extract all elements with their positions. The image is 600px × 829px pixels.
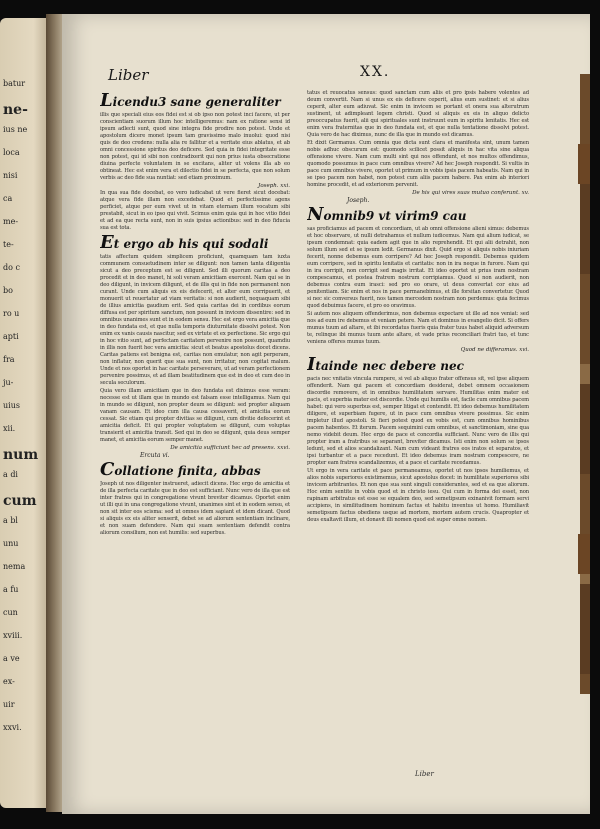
margin-fragment: nisi [3,171,18,180]
text-paragraph: Joseph ut nos diligenter instrueret, adiecit dicens. Hec ergo de amicitia et de illa perfecta caritate que in deo est sufficiant. Nunc vero de illa que est inter fratres qui in congregatione vivunt breviter dicamus. Oportet enim ut illi qui in una congregatione vivunt, unanimes sint et in eodem sensu, et non sit inter eos scisma: sed ut omnes idem sapiant et idem dicant. Quod si aliquis ex eis aliter senserit, debet se ad aliorum sententiam inclinare, et non suam defendere. Nam qui suam sententiam defendit contra aliorum consilium, non est humilis: sed superbus. [100,480,290,536]
margin-fragment: num [3,447,39,463]
margin-fragment: bo [3,286,13,295]
margin-fragment: xxvi. [3,723,22,732]
margin-fragment: a di [3,470,18,479]
margin-fragment: ro u [3,309,20,318]
heading-text: tainde nec debere nec [315,358,464,373]
text-paragraph: tatis affectum quidem simplicem proficiunt, quamquam tam iuxta communem consuetudinem inter se diligunt: non tamen tanta diligentia sicut a deo preceptum est se diligunt. Sed illi quorum caritas a deo procedit et in deo manet, hi soli veram amicitiam exercent. Nam qui se in deo diligunt, in invicem diligunt, et de illis qui in fide non permanent non curant. Unde cum aliquis ex eis defecerit, et alter eum corripuerit, et monuerit ut reuertatur ad viam veritatis: si non audierit, nequaquam sibi de illius amicitia gaudium erit. Sed quia caritas dei in cordibus eorum diffusa est per spiritum sanctum, non possunt in invicem dissentire: sed in omnibus unanimes sunt et in eodem sensu. Hec est ergo vera amicitia que in deo fundata est, et que nulla temporis diuturnitate dissolvi potest. Non enim ex vanis causis nascitur, sed ex virtute et ex perfectione. Sic ergo qui in hoc vitio sunt, ad perfectam caritatem pervenire non possunt, quamdiu in illis non fuerit hec vera amicitia: sicut et beatus apostolus docet dicens. Caritas patiens est benigna est, caritas non emulatur, non agit perperam, non inflatur, non querit que sua sunt, non irritatur, non cogitat malum. Unde et nos oportet in hac caritate perseverare, ut ad veram perfectionem pervenire possimus, et ad illam beatitudinem que est in deo et cum deo in secula seculorum. [100,253,290,386]
initial-letter: N [307,204,324,225]
speaker-label: Joseph. [347,197,370,204]
heading-text: omnib9 vt virim9 cau [323,209,467,223]
heading-text: ollatione finita, abbas [114,463,261,478]
chapter-marker: De amicitia sufficiunt hec ad presens. xxvi. [170,444,290,451]
text-paragraph: In qua sua fide docebat, eo vero iudicabat ut vere fieret sicut docebat: atque vera fide illam non excedebat. Quod et perfectissime agens perficiet, atque per eum vivet ut in vitam eternam illum vocatum sibi prestabit, sicut in eo ipso qui vivit. Scimus enim quia qui in hoc vitio fidei et ad ea que recta sunt, non in suis ipsius actionibus: sed in deo fiducia sua est tota. [100,189,290,231]
margin-fragment: batur [3,79,26,88]
text-paragraph: illis que speciali eius eos fidei est si ob ipso non potest inci facere, ut per conscientiam suorum illum hoc intelligeremus: nam ex ratione sensi id ipsum adlecti sunt, quod sine integra fide prodire non potest. Unde et apostolum dicere monet ipsum tam gravissimo malo inuolui: quod nisi quis de deo credens: nulla alia re fallitur et a veritate eius ablatus, et ab omni concessione spiritus deo deficere. Sed quia in fidei integritate esse non potest, qui id sibi non contradixerit qui non prius iusta obsecratione diuina perfecte voluntatem in se excitans, aliter ut volens illa ab eo obtineat. Hec est enim vera et dilectio fidei in se perfecta, que non solum verbis ac deo fide sua nuntiat: sed etiam proximum. [100,111,290,181]
initial-letter: I [307,353,316,375]
margin-fragment: unu [3,539,19,548]
heading-text: icendu3 sane generaliter [112,95,281,109]
header-folio: XX. [360,64,391,80]
text-paragraph: sas proficiamus ad pacem et concordiam, ut ab omni offensione alieni simus: debemus et hoc observare, ut nulli detrahamus et nullum iudicemus. Nam qui alium iudicat, se ipsum condemnat: quia eadem agit que in alio reprehendit. Et qui alii detrahit, non solum illum sed et se ipsum ledit. Germanus dixit. Quid ergo si aliquis nobis iniuriam fecerit, nonne debemus eum corripere? Ad hec Joseph respondit. Debemus quidem eum corripere, sed in spiritu lenitatis et caritatis: non in ira neque in furore. Nam qui in ira corripit, non corrigit sed magis irritat. Et ideo oportet ut prius iram nostram compescamus, et postea fratrem nostrum corripiamus. Quod si non audierit, non debemus contra eum irasci: sed pro eo orare, ut deus convertat cor eius ad penitentiam. Sic enim et nos in pace permanebimus, et ille forsitan convertetur. Quod si nec sic conversus fuerit, nos tamen mercedem nostram non perdemus: quia fecimus quod debuimus facere, et pro eo oravimus. [307,225,529,309]
signature-mark: Liber [415,770,434,778]
margin-fragment: ju- [3,378,14,387]
margin-fragment: a fu [3,585,19,594]
text-paragraph: Et dixit Germanus. Cum omnia que dicta sunt clara et manifesta sint, unum tamen nobis adhuc obscurum est: quomodo scilicet possit aliquis in hac vita sine aliqua offensione vivere. Nam cum multi sint qui nos offendunt, et nos multos offendimus, quomodo possumus in pace cum omnibus vivere? Ad hec Joseph respondit. Si vultis in pace cum omnibus vivere, oportet ut primum in vobis ipsis pacem habeatis. Nam qui in se ipso pacem non habet, non potest cum aliis pacem habere. Pax enim ab interiori homine procedit, et ad exteriorem pervenit. [307,140,529,188]
margin-fragment: uius [3,401,20,410]
left-page-edge [0,18,48,808]
text-paragraph: Ut ergo in vera caritate et pace permaneamus, oportet ut nos ipsos humiliemus, et alios nobis superiores existimemus, sicut apostolus docet: in humilitate superiores sibi invicem arbitrantes. Et non que sua sunt singuli considerantes, sed et ea que aliorum. Hoc enim sentite in vobis quod et in christo iesu. Qui cum in forma dei esset, non rapinam arbitratus est esse se equalem deo, sed semetipsum exinanivit formam servi accipiens, in similitudinem hominum factus et habitu inventus ut homo. Humiliavit semetipsum factus obediens usque ad mortem, mortem autem crucis. Quapropter et deus exaltavit illum, et donavit illi nomen quod est super omne nomen. [307,467,529,523]
section-heading [100,458,290,480]
margin-fragment: ne- [3,102,28,118]
text-paragraph: tatus et reuocatus sensus: quod sanctam cum aliis et pro ipsis habere volentes ad deum convertit. Nam si unus ex eis deficere ceperit, alius eum sustinet: et si alius ceperit, alter eum adiuvat. Sic enim in invicem se portant et onera sua alterutrum sustinent, ut adimpleant legem christi. Quod si aliquis ex eis in aliquo delicto preoccupatus fuerit, alii qui spirituales sunt instruunt eum in spiritu lenitatis. Hec est enim vera fraternitas que in deo fundata est, et que nulla tentatione dissolvi potest. Quia vero de hac diximus, nunc de illa que in mundo est dicamus. [307,90,529,138]
initial-letter: E [100,231,114,253]
margin-fragment: te- [3,240,14,249]
initial-letter: L [100,90,113,111]
heading-text: t ergo ab his qui sodali [113,236,269,251]
margin-fragment: cun [3,608,18,617]
header-liber: Liber [108,66,149,84]
chapter-marker: Joseph. xxi. [258,182,290,189]
section-heading [100,92,290,111]
chapter-marker: De his qui vires suas mutuo conferunt. xv. [412,190,529,196]
margin-fragment: apti [3,332,19,341]
margin-fragment: do c [3,263,20,272]
margin-fragment: xii. [3,424,16,433]
initial-letter: C [100,458,115,480]
margin-fragment: nema [3,562,26,571]
margin-fragment: a ve [3,654,20,663]
margin-fragment: uir [3,700,15,709]
speaker-label: Ercuta vi. [140,451,170,459]
right-text-column [307,90,529,730]
margin-fragment: fra [3,355,15,364]
margin-fragment: ius ne [3,125,28,134]
margin-fragment: ex- [3,677,15,686]
section-heading [307,353,529,375]
page-tab [578,534,590,574]
text-paragraph: Si autem nos aliquem offenderimus, non debemus expectare ut ille ad nos veniat: sed nos ad eum ire debemus et veniam petere. Nam et dominus in evangelio dicit. Si offers munus tuum ad altare, et ibi recordatus fueris quia frater tuus habet aliquid adversum te, relinque ibi munus tuum ante altare, et vade prius reconciliari fratri tuo, et tunc veniens offeres munus tuum. [307,310,529,345]
margin-fragment: me- [3,217,19,226]
left-text-column [100,90,290,700]
margin-fragment: ca [3,194,13,203]
margin-fragment: a bl [3,516,18,525]
section-heading [307,206,529,225]
margin-fragment: cum [3,493,37,509]
chapter-marker: Quod ne differamus. xvi. [460,346,529,353]
text-paragraph: Quia vero illam amicitiam que in deo fundata est diximus esse veram: necesse est ut illam que in mundo est falsam esse intelligamus. Nam qui in mundo se diligunt, non propter deum se diligunt: sed propter aliquam vanam causam. Et ideo cum illa causa cessaverit, et amicitia eorum cessat. Sic etiam qui propter divitias se diligunt, cum divitie defecerint et amicitia deficit. Et qui propter voluptatem se diligunt, cum voluptas transierit et amicitia transit. Sed qui in deo se diligunt, quia deus semper manet, et amicitia eorum semper manet. [100,387,290,443]
margin-fragment: loca [3,148,20,157]
margin-fragment: xviii. [3,631,23,640]
page-tab [578,144,590,184]
section-heading [100,231,290,253]
text-paragraph: pacis nec vnitatis vincula rumpere, si vel ab aliquo frater offensus sit, vel ipse aliquem offenderit. Nam qui pacem et concordiam desiderat, debet omnem occasionem discordie removere, et in omnibus humilitatem servare. Humilitas enim mater est pacis, et superbia mater est discordie. Unde qui humilis est, facile cum omnibus pacem habet: qui vero superbus est, semper litigat et contendit. Et ideo debemus humilitatem diligere, et superbiam fugere, ut in pace cum omnibus vivere possimus. Sic enim impletur illud apostoli. Si fieri potest quod ex vobis est, cum omnibus hominibus pacem habentes. Et iterum. Pacem sequimini cum omnibus, et sanctimoniam, sine qua nemo videbit deum. Hec ergo de pace et concordia sufficiant. Nunc vero de illis qui propter iram a fratribus se separant, breviter dicamus. Isti enim non solum se ipsos ledunt, sed et alios scandalizant. Nam cum videant fratres eos iratos et separatos, et ipsi turbantur et a pace recedunt. Et ideo debemus iram nostram compescere, ne propter eam fratres scandalizemus, et a pace et caritate recedamus. [307,375,529,466]
